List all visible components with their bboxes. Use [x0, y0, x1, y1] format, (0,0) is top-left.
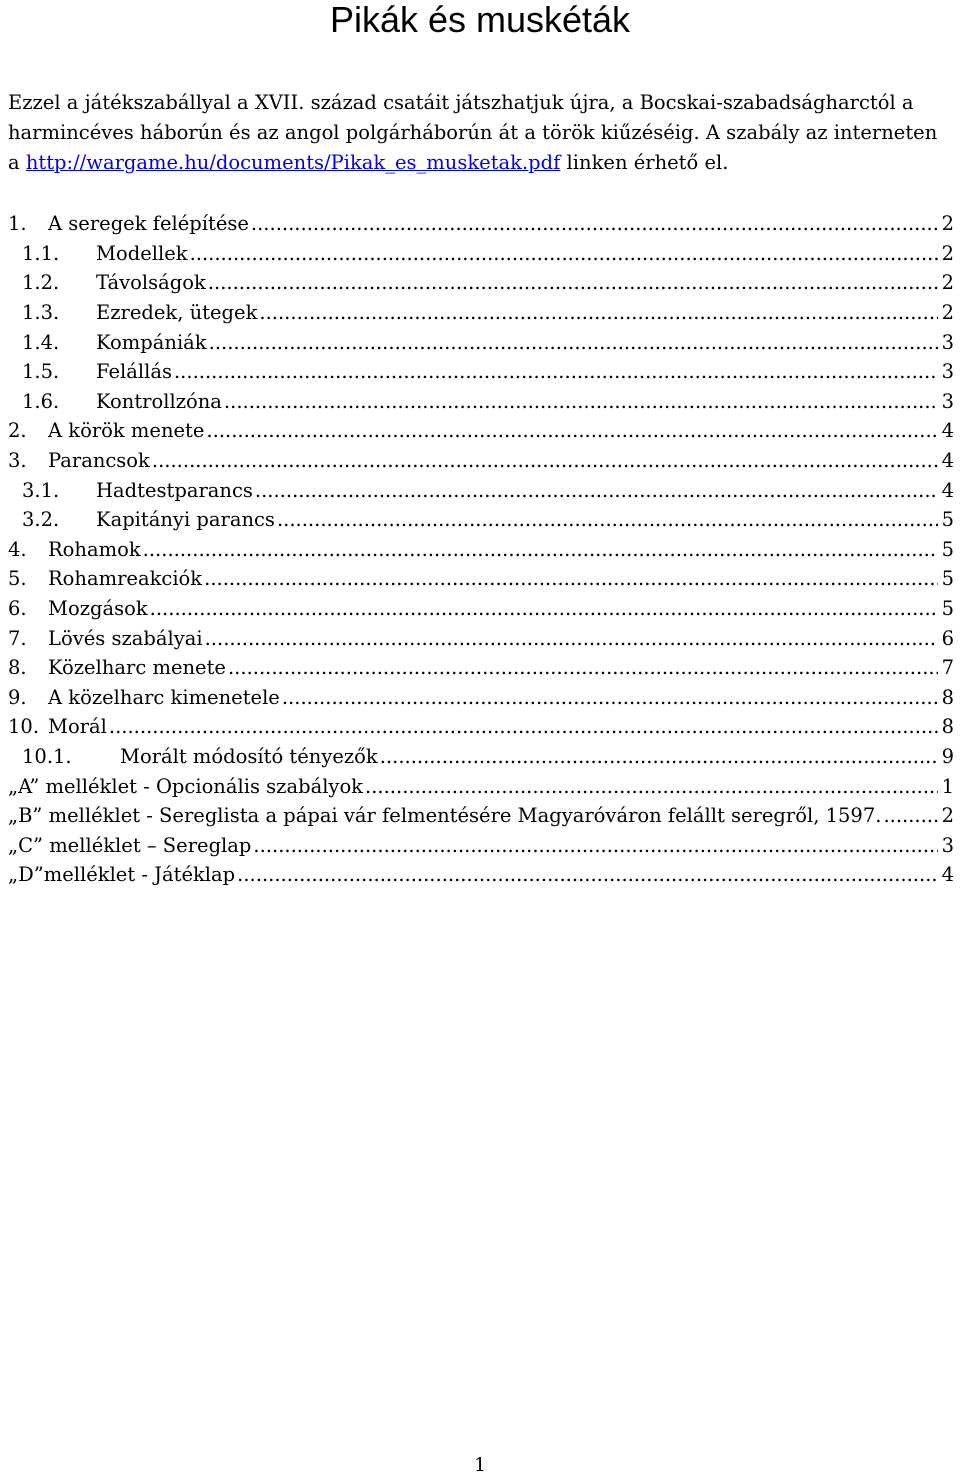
toc-entry-page: 2 — [941, 241, 954, 265]
toc-entry-label: „D”melléklet - Játéklap — [8, 863, 236, 887]
toc-entry[interactable] — [0, 209, 960, 239]
toc-dot-leader — [208, 271, 938, 294]
toc-entry-page: 4 — [941, 863, 954, 887]
toc-entry-page: 9 — [941, 744, 954, 768]
toc-entry-page: 6 — [941, 626, 954, 650]
toc-entry-label: Kapitányi parancs — [96, 508, 275, 532]
toc-entry-number: 6. — [8, 597, 27, 621]
toc-entry[interactable] — [0, 712, 960, 742]
toc-dot-leader — [150, 597, 938, 620]
toc-entry[interactable] — [0, 564, 960, 594]
toc-dot-leader — [152, 449, 938, 472]
toc-entry-label: A seregek felépítése — [48, 212, 249, 236]
toc-entry[interactable] — [0, 830, 960, 860]
toc-entry-label: Kontrollzóna — [96, 389, 222, 413]
toc-entry-page: 3 — [941, 833, 954, 857]
toc-dot-leader — [204, 567, 938, 590]
toc-dot-leader — [109, 715, 938, 738]
toc-entry-page: 5 — [941, 508, 954, 532]
toc-entry[interactable] — [0, 357, 960, 387]
toc-dot-leader — [365, 775, 938, 798]
toc-entry-number: 2. — [8, 419, 27, 443]
toc-dot-leader — [282, 686, 938, 709]
toc-entry-label: Hadtestparancs — [96, 478, 253, 502]
toc-entry-page: 8 — [941, 715, 954, 739]
toc-entry-label: Rohamreakciók — [48, 567, 203, 591]
toc-dot-leader — [277, 508, 938, 531]
toc-dot-leader — [190, 242, 938, 265]
toc-entry-number: 1.1. — [22, 241, 60, 265]
toc-entry-number: 5. — [8, 567, 27, 591]
rules-pdf-link[interactable]: http://wargame.hu/documents/Pikak_es_musketak.pdf — [25, 151, 561, 174]
toc-entry-page: 3 — [941, 389, 954, 413]
toc-entry-page: 1 — [941, 774, 954, 798]
toc-entry[interactable] — [0, 446, 960, 476]
toc-entry-number: 9. — [8, 685, 27, 709]
document-title: Pikák és muskéták — [329, 0, 631, 40]
toc-entry-page: 5 — [941, 567, 954, 591]
toc-entry[interactable] — [0, 771, 960, 801]
toc-entry[interactable] — [0, 505, 960, 535]
toc-entry[interactable] — [0, 387, 960, 417]
toc-dot-leader — [380, 745, 938, 768]
toc-entry-number: 1.6. — [22, 389, 60, 413]
toc-entry-number: 10.1. — [22, 744, 72, 768]
toc-entry-page: 3 — [941, 360, 954, 384]
toc-entry-number: 3.2. — [22, 508, 60, 532]
toc-entry-label: Modellek — [96, 241, 188, 265]
toc-entry[interactable] — [0, 683, 960, 713]
toc-entry-page: 5 — [941, 537, 954, 561]
toc-entry-number: 1.2. — [22, 271, 60, 295]
toc-dot-leader — [259, 301, 938, 324]
toc-entry-number: 1.4. — [22, 330, 60, 354]
toc-entry-label: Lövés szabályai — [48, 626, 203, 650]
toc-entry-page: 2 — [941, 212, 954, 236]
toc-entry-label: „B” melléklet - Sereglista a pápai vár felmentésére Magyaróváron felállt seregről, 1597. — [8, 804, 882, 828]
toc-dot-leader — [143, 538, 938, 561]
toc-dot-leader — [205, 627, 938, 650]
toc-entry[interactable] — [0, 535, 960, 565]
toc-entry-label: Rohamok — [48, 537, 141, 561]
toc-entry-label: „C” melléklet – Sereglap — [8, 833, 252, 857]
toc-dot-leader — [255, 479, 938, 502]
toc-entry[interactable] — [0, 239, 960, 269]
toc-entry-number: 1.5. — [22, 360, 60, 384]
toc-entry-label: Morált módosító tényezők — [120, 744, 378, 768]
toc-entry-number: 10. — [8, 715, 40, 739]
toc-entry-label: Felállás — [96, 360, 172, 384]
toc-dot-leader — [251, 212, 938, 235]
toc-entry-number: 1.3. — [22, 301, 60, 325]
page-number: 1 — [473, 1454, 487, 1476]
toc-dot-leader — [883, 804, 938, 827]
intro-text: Ezzel a játékszabállyal a XVII. század csatáit játszhatjuk újra, a Bocskai-szabadságharctól a harmincéves háborún és az angol polgárháborún át a török kiűzéséig. A szabály az interneten a — [8, 91, 938, 174]
toc-dot-leader — [237, 863, 938, 886]
toc-entry[interactable] — [0, 801, 960, 831]
toc-entry[interactable] — [0, 416, 960, 446]
toc-entry-label: Parancsok — [48, 449, 150, 473]
toc-entry[interactable] — [0, 623, 960, 653]
toc-entry-page: 3 — [941, 330, 954, 354]
toc-entry-label: Mozgások — [48, 597, 148, 621]
toc-entry-number: 4. — [8, 537, 27, 561]
toc-entry-label: Kompániák — [96, 330, 207, 354]
toc-entry[interactable] — [0, 594, 960, 624]
toc-entry-label: „A” melléklet - Opcionális szabályok — [8, 774, 363, 798]
toc-dot-leader — [206, 419, 938, 442]
toc-entry-number: 3. — [8, 449, 27, 473]
toc-entry-label: Morál — [48, 715, 107, 739]
toc-entry-number: 1. — [8, 212, 27, 236]
toc-entry[interactable] — [0, 298, 960, 328]
toc-entry-number: 7. — [8, 626, 27, 650]
toc-dot-leader — [209, 331, 938, 354]
toc-entry-label: A közelharc kimenetele — [48, 685, 280, 709]
toc-entry-label: Ezredek, ütegek — [96, 301, 258, 325]
toc-entry-page: 7 — [941, 656, 954, 680]
toc-dot-leader — [228, 656, 938, 679]
toc-entry-page: 2 — [941, 271, 954, 295]
toc-entry[interactable] — [0, 475, 960, 505]
toc-entry[interactable] — [0, 268, 960, 298]
toc-dot-leader — [174, 360, 938, 383]
toc-entry[interactable] — [0, 653, 960, 683]
toc-dot-leader — [253, 834, 938, 857]
table-of-contents — [0, 209, 960, 890]
toc-entry[interactable] — [0, 742, 960, 772]
toc-entry-page: 5 — [941, 597, 954, 621]
toc-entry-number: 8. — [8, 656, 27, 680]
toc-entry[interactable] — [0, 327, 960, 357]
toc-entry-page: 4 — [941, 478, 954, 502]
intro-text-end: linken érhető el. — [560, 151, 729, 174]
toc-entry-number: 3.1. — [22, 478, 60, 502]
toc-entry-page: 2 — [941, 804, 954, 828]
toc-entry-label: Közelharc menete — [48, 656, 226, 680]
toc-entry-page: 4 — [941, 449, 954, 473]
intro-paragraph — [8, 88, 952, 178]
toc-entry-label: Távolságok — [96, 271, 206, 295]
toc-entry-label: A körök menete — [48, 419, 205, 443]
toc-entry-page: 4 — [941, 419, 954, 443]
toc-entry-page: 8 — [941, 685, 954, 709]
toc-dot-leader — [224, 390, 938, 413]
toc-entry-page: 2 — [941, 301, 954, 325]
toc-entry[interactable] — [0, 860, 960, 890]
